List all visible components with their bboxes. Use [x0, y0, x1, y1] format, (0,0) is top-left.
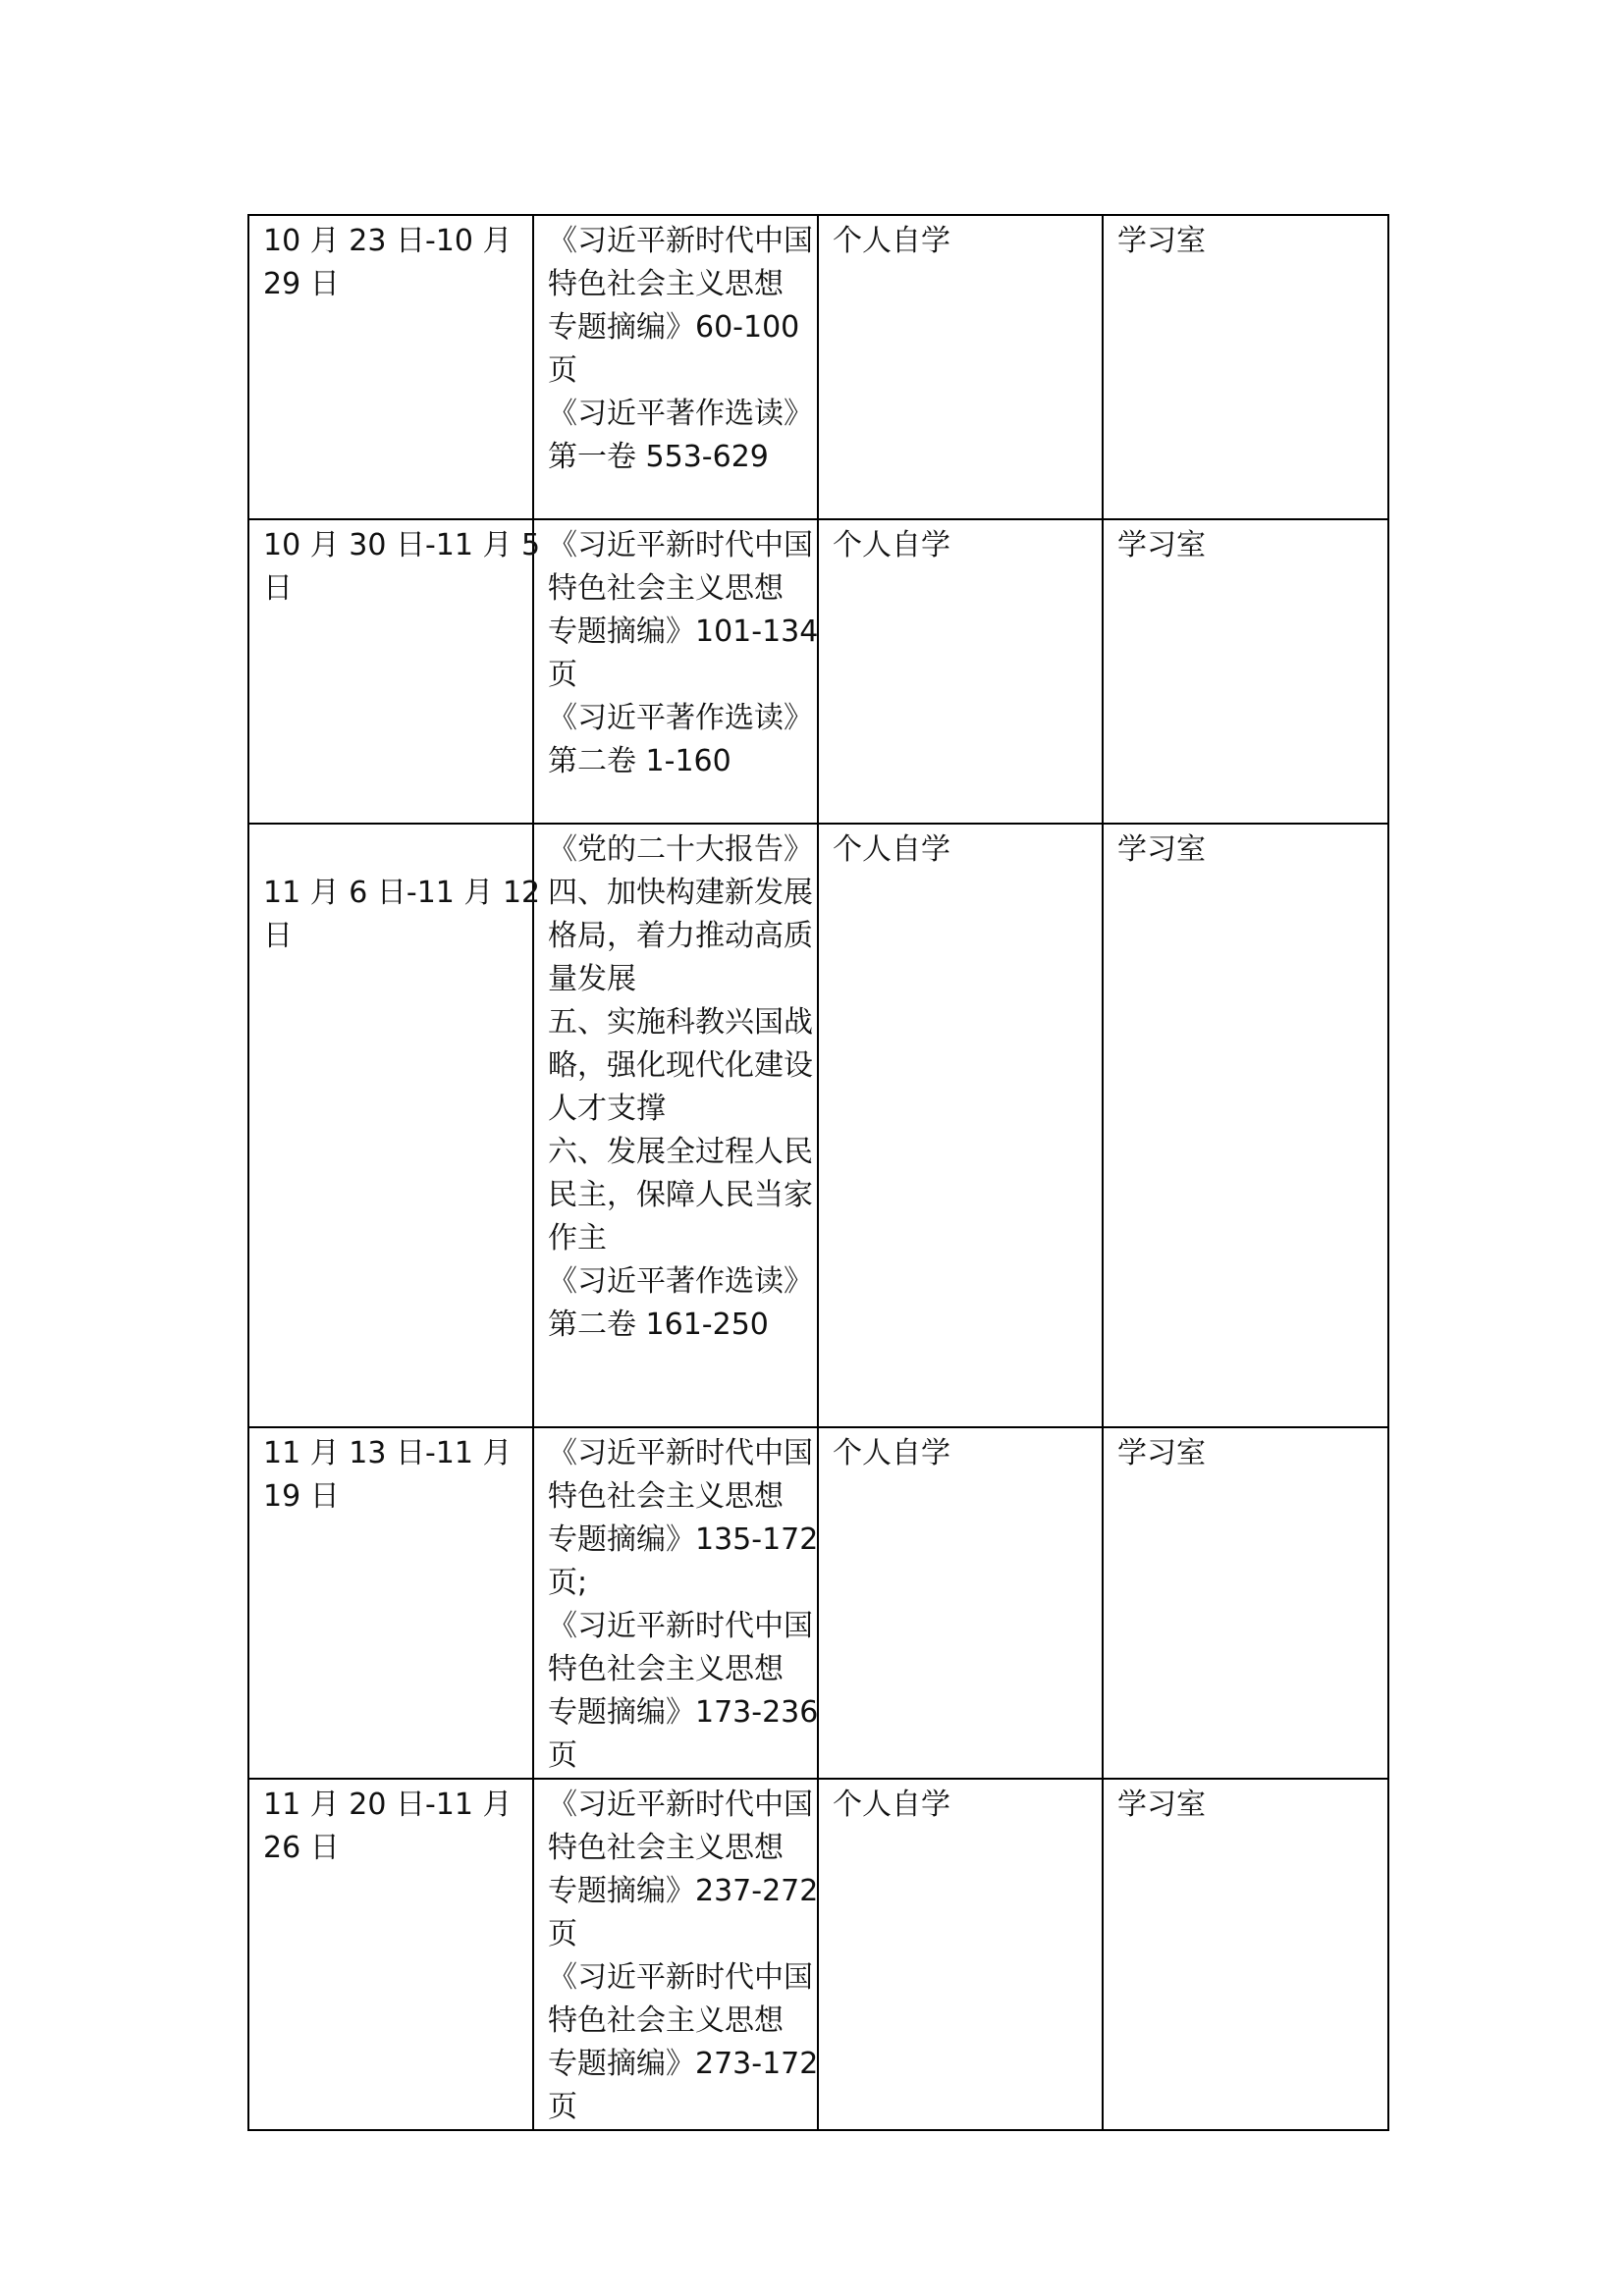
content-text: 特色社会主义思想 [548, 1831, 784, 1865]
date-text: 11 月 13 日-11 月 [263, 1436, 513, 1470]
content-text: 《习近平新时代中国 [548, 528, 813, 562]
place-text: 学习室 [1117, 224, 1206, 258]
content-text: 民主，保障人民当家 [548, 1178, 813, 1212]
content-cell [533, 1427, 818, 1779]
content-text: 《习近平著作选读》 [548, 1264, 813, 1299]
content-text: 页; [548, 1566, 588, 1600]
table-row [248, 519, 1388, 824]
content-text: 特色社会主义思想 [548, 571, 784, 606]
content-text: 专题摘编》237-272 [548, 1874, 819, 1908]
place-cell [1103, 1427, 1388, 1779]
content-text: 特色社会主义思想 [548, 2003, 784, 2038]
content-text: 格局，着力推动高质 [548, 919, 813, 953]
date-cell [248, 1427, 533, 1779]
content-text: 量发展 [548, 962, 636, 996]
content-text: 页 [548, 1917, 577, 1951]
method-cell [818, 519, 1103, 824]
table-row [248, 824, 1388, 1427]
method-cell [818, 1427, 1103, 1779]
content-text: 《党的二十大报告》 [548, 832, 813, 867]
content-text: 四、加快构建新发展 [548, 876, 813, 910]
content-cell [533, 519, 818, 824]
place-text: 学习室 [1117, 1436, 1206, 1470]
table-row [248, 215, 1388, 519]
content-cell [533, 1779, 818, 2130]
place-text: 学习室 [1117, 1788, 1206, 1822]
content-text: 页 [548, 1738, 577, 1773]
content-text: 五、实施科教兴国战 [548, 1005, 813, 1040]
content-text: 特色社会主义思想 [548, 1479, 784, 1514]
date-text: 19 日 [263, 1479, 340, 1514]
table-row [248, 1427, 1388, 1779]
method-cell [818, 215, 1103, 519]
content-text: 第二卷 1-160 [548, 744, 731, 778]
content-text: 《习近平著作选读》 [548, 701, 813, 735]
content-text: 作主 [548, 1221, 607, 1255]
date-text: 11 月 6 日-11 月 12 [263, 876, 541, 910]
content-text: 特色社会主义思想 [548, 1652, 784, 1686]
content-text: 专题摘编》273-172 [548, 2047, 819, 2081]
table-row [248, 1779, 1388, 2130]
content-text: 专题摘编》135-172 [548, 1522, 819, 1557]
content-text: 页 [548, 2090, 577, 2124]
place-cell [1103, 1779, 1388, 2130]
place-cell [1103, 215, 1388, 519]
date-text: 日 [263, 919, 293, 953]
date-cell [248, 824, 541, 1427]
content-text: 《习近平新时代中国 [548, 1788, 813, 1822]
content-text: 页 [548, 353, 577, 388]
date-text: 日 [263, 571, 293, 606]
method-text: 个人自学 [833, 528, 950, 562]
method-cell [818, 824, 1103, 1427]
method-text: 个人自学 [833, 832, 950, 867]
method-text: 个人自学 [833, 1788, 950, 1822]
content-text: 第一卷 553-629 [548, 440, 769, 474]
content-text: 人才支撑 [548, 1092, 666, 1126]
place-text: 学习室 [1117, 832, 1206, 867]
method-cell [818, 1779, 1103, 2130]
date-cell [248, 519, 541, 824]
date-cell [248, 1779, 533, 2130]
date-cell [248, 215, 533, 519]
content-text: 《习近平新时代中国 [548, 1609, 813, 1643]
content-text: 六、发展全过程人民 [548, 1135, 813, 1169]
content-text: 专题摘编》173-236 [548, 1695, 819, 1730]
content-text: 略，强化现代化建设 [548, 1048, 813, 1083]
content-cell [533, 824, 818, 1427]
content-text: 《习近平新时代中国 [548, 1436, 813, 1470]
content-text: 第二卷 161-250 [548, 1308, 769, 1342]
date-text: 10 月 23 日-10 月 [263, 224, 513, 258]
date-text: 10 月 30 日-11 月 5 [263, 528, 541, 562]
content-text: 页 [548, 658, 577, 692]
method-text: 个人自学 [833, 1436, 950, 1470]
date-text: 26 日 [263, 1831, 340, 1865]
content-cell [533, 215, 818, 519]
date-text: 29 日 [263, 267, 340, 301]
content-text: 《习近平新时代中国 [548, 1960, 813, 1995]
place-text: 学习室 [1117, 528, 1206, 562]
place-cell [1103, 824, 1388, 1427]
place-cell [1103, 519, 1388, 824]
content-text: 专题摘编》101-134 [548, 614, 819, 649]
content-text: 专题摘编》60-100 [548, 310, 800, 345]
method-text: 个人自学 [833, 224, 950, 258]
content-text: 特色社会主义思想 [548, 267, 784, 301]
content-text: 《习近平著作选读》 [548, 397, 813, 431]
date-text: 11 月 20 日-11 月 [263, 1788, 513, 1822]
content-text: 《习近平新时代中国 [548, 224, 813, 258]
study-schedule-table [247, 214, 1389, 2131]
